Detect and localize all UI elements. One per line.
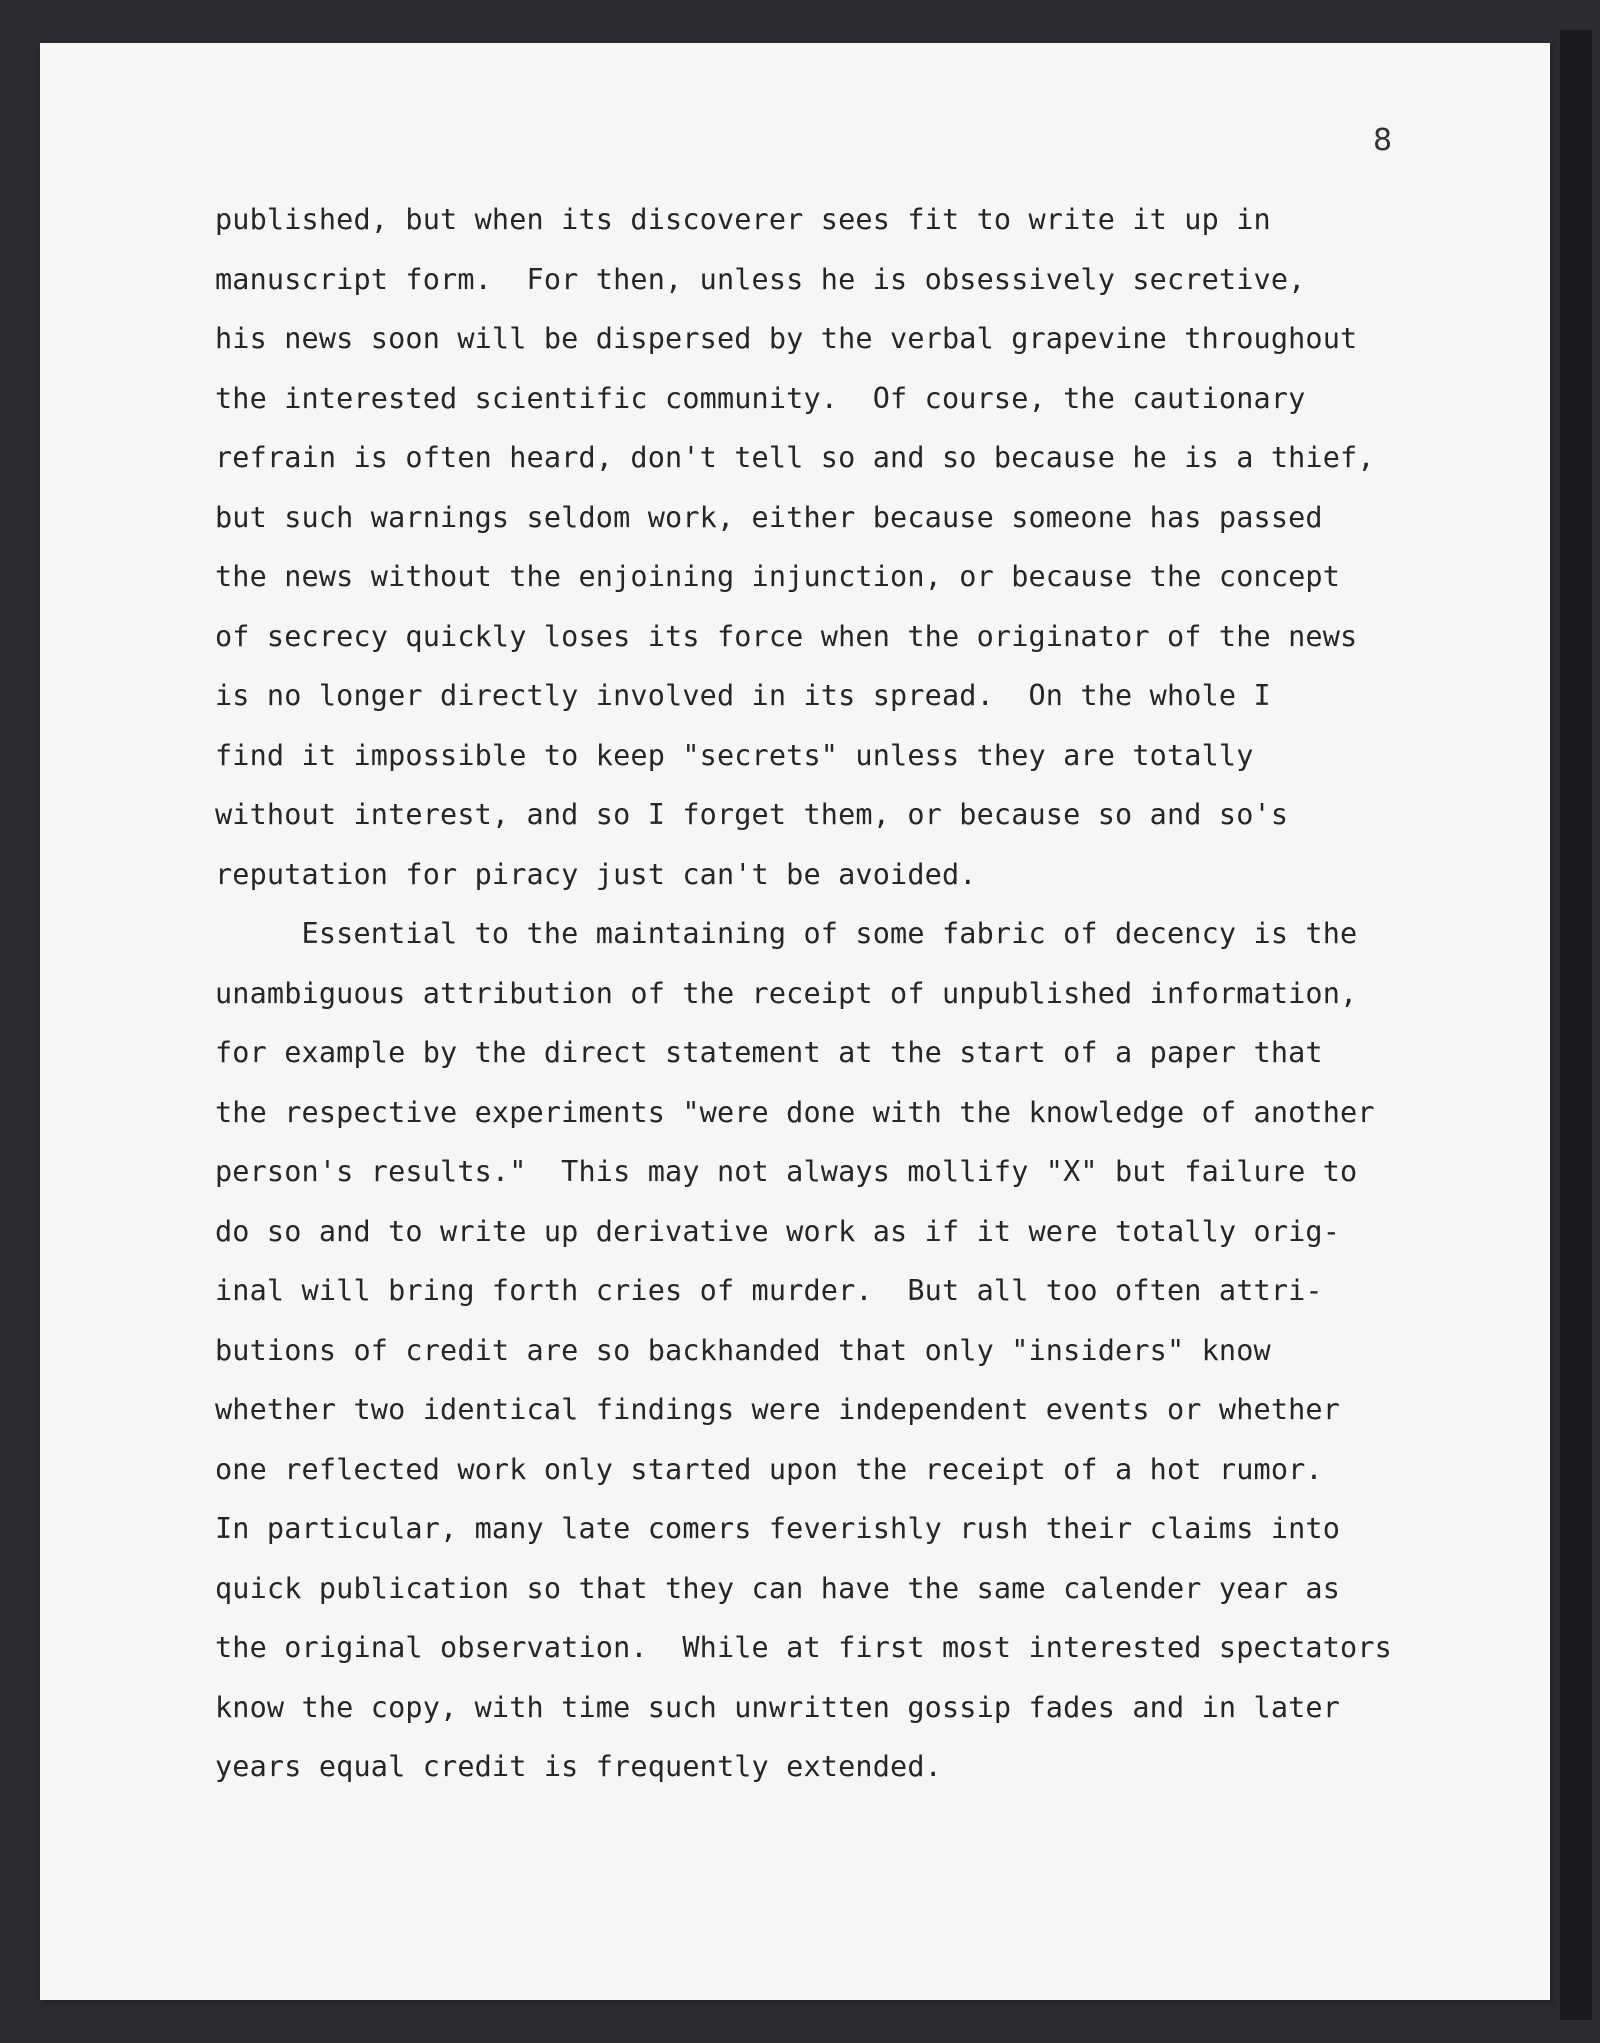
text-line: of secrecy quickly loses its force when the originator of the news [215, 619, 1358, 653]
text-line: manuscript form. For then, unless he is obsessively secretive, [215, 262, 1306, 296]
text-line: reputation for piracy just can't be avoided. [215, 857, 977, 891]
text-line: refrain is often heard, don't tell so and so because he is a thief, [215, 441, 1375, 474]
text-line: Essential to the maintaining of some fabric of decency is the [215, 917, 1358, 950]
body-text [215, 190, 1455, 1797]
text-line: inal will bring forth cries of murder. But all too often attri- [215, 1274, 1323, 1307]
text-line: find it impossible to keep "secrets" unless they are totally [215, 738, 1254, 772]
text-line: the news without the enjoining injunction, or because the concept [215, 560, 1341, 593]
text-line: for example by the direct statement at the start of a paper that [215, 1036, 1323, 1069]
page-number: 8 [1373, 123, 1393, 158]
text-line: years equal credit is frequently extended. [215, 1750, 942, 1783]
text-line: one reflected work only started upon the receipt of a hot rumor. [215, 1452, 1323, 1486]
text-line: unambiguous attribution of the receipt of unpublished information, [215, 976, 1358, 1010]
text-line: do so and to write up derivative work as if it were totally orig- [215, 1214, 1341, 1248]
text-line: but such warnings seldom work, either because someone has passed [215, 500, 1323, 534]
text-line: In particular, many late comers feverishly rush their claims into [215, 1512, 1341, 1545]
text-line: the original observation. While at first most interested spectators [215, 1631, 1392, 1664]
text-line: without interest, and so I forget them, or because so and so's [215, 798, 1289, 831]
text-line: quick publication so that they can have the same calender year as [215, 1571, 1341, 1605]
text-line: know the copy, with time such unwritten gossip fades and in later [215, 1690, 1341, 1724]
text-line: person's results." This may not always mollify "X" but failure to [215, 1155, 1358, 1188]
text-line: the interested scientific community. Of course, the cautionary [215, 381, 1306, 415]
text-line: whether two identical findings were independent events or whether [215, 1393, 1341, 1426]
text-line: his news soon will be dispersed by the verbal grapevine throughout [215, 322, 1358, 355]
text-line: is no longer directly involved in its spread. On the whole I [215, 679, 1271, 712]
text-line: butions of credit are so backhanded that only "insiders" know [215, 1333, 1271, 1367]
text-line: the respective experiments "were done with the knowledge of another [215, 1095, 1375, 1129]
text-line: published, but when its discoverer sees fit to write it up in [215, 203, 1271, 236]
page-edge-shadow [1560, 30, 1592, 2020]
